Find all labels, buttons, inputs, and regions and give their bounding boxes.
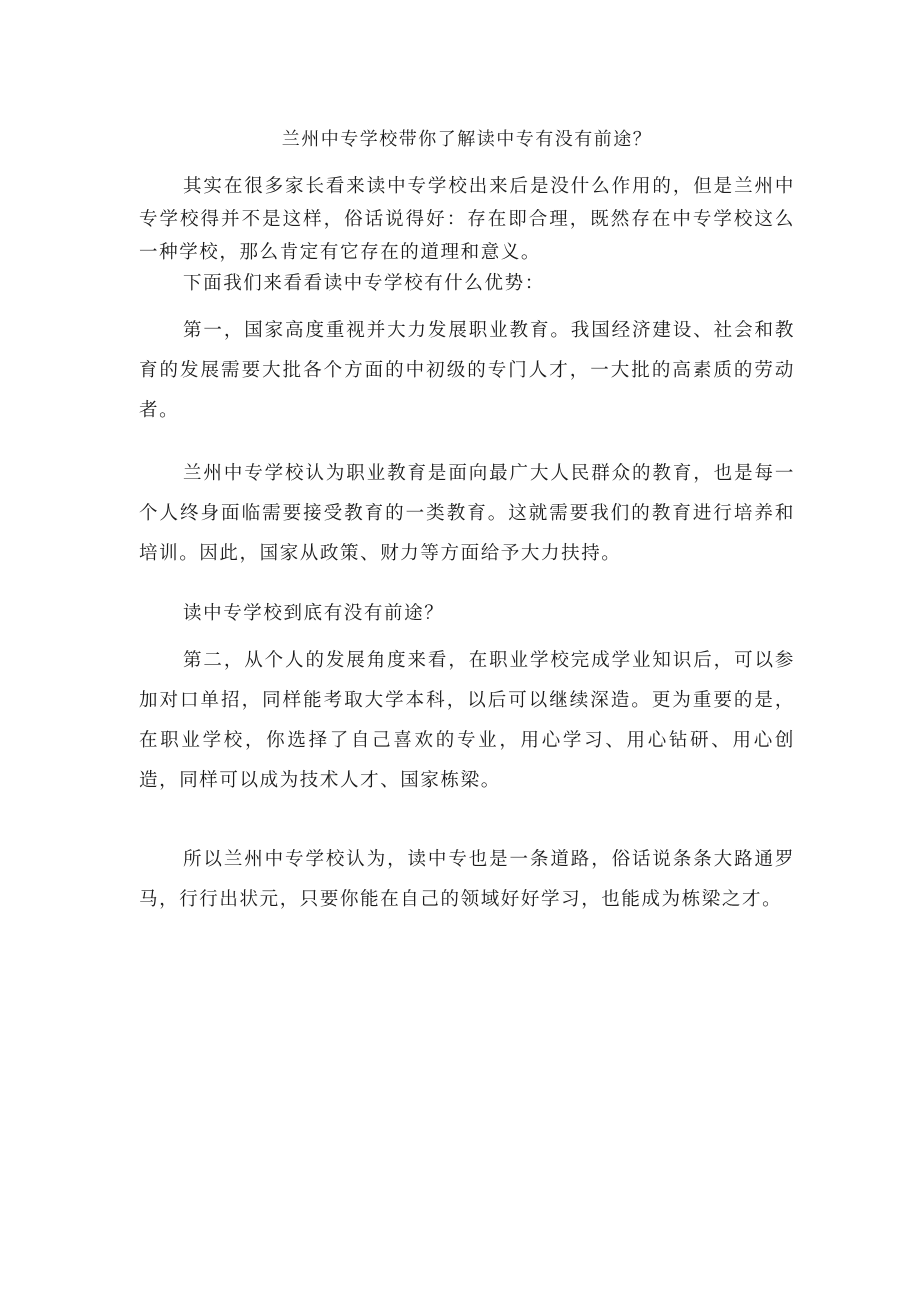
paragraph-conclusion: 所以兰州中专学校认为，读中专也是一条道路，俗话说条条大路通罗马，行行出状元，只要你能在自己的领域好好学习，也能成为栋梁之才。 [139,849,795,910]
paragraph-vocational-education: 兰州中专学校认为职业教育是面向最广大人民群众的教育，也是每一个人终身面临需要接受教育的一类教育。这就需要我们的教育进行培养和培训。因此，国家从政策、财力等方面给予大力扶持。 [139,463,795,564]
paragraph-point-one: 第一，国家高度重视并大力发展职业教育。我国经济建设、社会和教育的发展需要大批各个方面的中初级的专门人才，一大批的高素质的劳动者。 [139,320,795,421]
document-title: 兰州中专学校带你了解读中专有没有前途？ [281,129,653,150]
paragraph-advantages-lead: 下面我们来看看读中专学校有什么优势： [183,273,545,294]
paragraph-point-two: 第二，从个人的发展角度来看，在职业学校完成学业知识后，可以参加对口单招，同样能考取大学本科，以后可以继续深造。更为重要的是，在职业学校，你选择了自己喜欢的专业，用心学习、用心钻研、用心创造，同样可以成为技术人才、国家栋梁。 [139,650,795,791]
paragraph-intro: 其实在很多家长看来读中专学校出来后是没什么作用的，但是兰州中专学校得并不是这样，俗话说得好：存在即合理，既然存在中专学校这么一种学校，那么肯定有它存在的道理和意义。 [139,176,795,263]
paragraph-question: 读中专学校到底有没有前途？ [183,603,445,624]
